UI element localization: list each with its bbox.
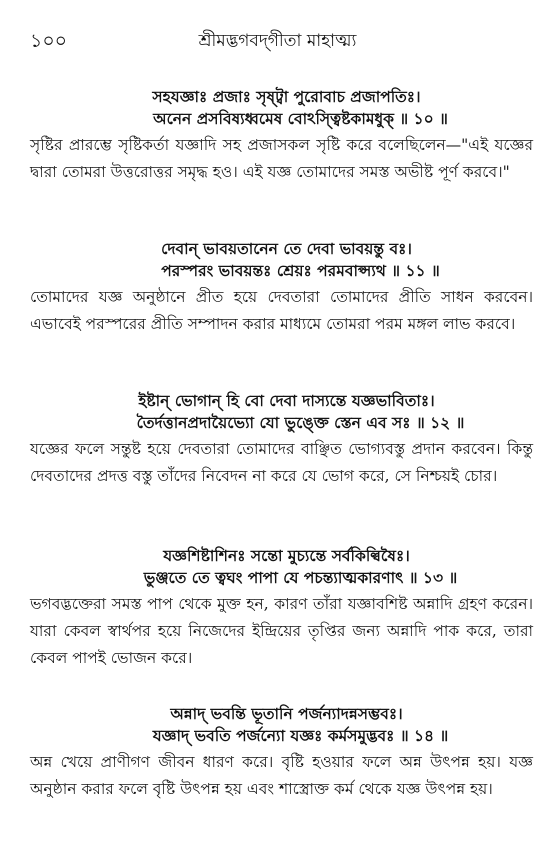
verse-line: পরস্পরং ভাবয়ন্তঃ শ্রেয়ঃ পরমবাপ্স্যথ ॥ ১১ ॥ (161, 261, 440, 280)
verse-block-10 (30, 86, 533, 186)
verse-translation: অন্ন খেয়ে প্রাণীগণ জীবন ধারণ করে। বৃষ্টি হওয়ার ফলে অন্ন উৎপন্ন হয়। যজ্ঞ অনুষ্ঠান করার ফলে বৃষ্টি উৎপন্ন হয় এবং শাস্ত্রোক্ত কর্ম থেকে যজ্ঞ উৎপন্ন হয়। (30, 753, 533, 798)
verse-line: সহযজ্ঞাঃ প্রজাঃ সৃষ্ট্বা পুরোবাচ প্রজাপতিঃ। (152, 87, 421, 106)
verse-block-13 (30, 545, 533, 672)
verse-translation: ভগবদ্ভক্তেরা সমস্ত পাপ থেকে মুক্ত হন, কারণ তাঁরা যজ্ঞাবশিষ্ট অন্নাদি গ্রহণ করেন। যারা কেবল স্বার্থপর হয়ে নিজেদের ইন্দ্রিয়ের তৃপ্তির জন্য অন্নাদি পাক করে, তারা কেবল পাপই ভোজন করে। (30, 595, 533, 667)
verse-line: তৈর্দত্তানপ্রদায়ৈভ্যো যো ভুঙ্ক্তে স্তেন এব সঃ ॥ ১২ ॥ (136, 413, 465, 432)
page-number: ১০০ (30, 30, 68, 52)
verse-line: দেবান্ ভাবয়তানেন তে দেবা ভাবয়ন্তু বঃ। (161, 239, 412, 258)
verse-translation: তোমাদের যজ্ঞ অনুষ্ঠানে প্রীত হয়ে দেবতারা তোমাদের প্রীতি সাধন করবেন। এভাবেই পরস্পরের প্রীতি সম্পাদন করার মাধ্যমে তোমরা পরম মঙ্গল লাভ করবে। (30, 288, 533, 333)
verse-translation: যজ্ঞের ফলে সন্তুষ্ট হয়ে দেবতারা তোমাদের বাঞ্ছিত ভোগ্যবস্তু প্রদান করবেন। কিন্তু দেবতাদের প্রদত্ত বস্তু তাঁদের নিবেদন না করে যে ভোগ করে, সে নিশ্চয়ই চোর। (30, 440, 533, 485)
verse-translation: সৃষ্টির প্রারম্ভে সৃষ্টিকর্তা যজ্ঞাদি সহ প্রজাসকল সৃষ্টি করে বলেছিলেন—"এই যজ্ঞের দ্বারা তোমরা উত্তরোত্তর সমৃদ্ধ হও। এই যজ্ঞ তোমাদের সমস্ত অভীষ্ট পূর্ণ করবে।" (30, 136, 533, 181)
verse-line: ভুঞ্জতে তে ত্বঘং পাপা যে পচন্ত্যাত্মকারণাৎ ॥ ১৩ ॥ (143, 568, 458, 587)
verse-line: অন্নাদ্ ভবন্তি ভূতানি পর্জন্যাদন্নসম্ভবঃ। (170, 704, 403, 723)
verse-line: যজ্ঞশিষ্টাশিনঃ সন্তো মুচ্যন্তে সর্বকিল্বিষৈঃ। (163, 546, 410, 565)
verse-block-11 (30, 238, 533, 338)
verse-line: অনেন প্রসবিষ্যধ্বমেষ বোঽস্ত্বিষ্টকামধুক্ ॥ ১০ ॥ (153, 109, 448, 128)
verse-line: যজ্ঞাদ্ ভবতি পর্জন্যো যজ্ঞঃ কর্মসমুদ্ভবঃ ॥ ১৪ ॥ (152, 726, 449, 745)
running-title: শ্রীমদ্ভগবদ্‌গীতা মাহাত্ম্য (198, 31, 357, 51)
verse-block-12 (30, 390, 533, 490)
verse-block-14 (30, 703, 533, 803)
verse-line: ইষ্টান্ ভোগান্ হি বো দেবা দাস্যন্তে যজ্ঞভাবিতাঃ। (138, 391, 435, 410)
page-header (30, 30, 525, 54)
